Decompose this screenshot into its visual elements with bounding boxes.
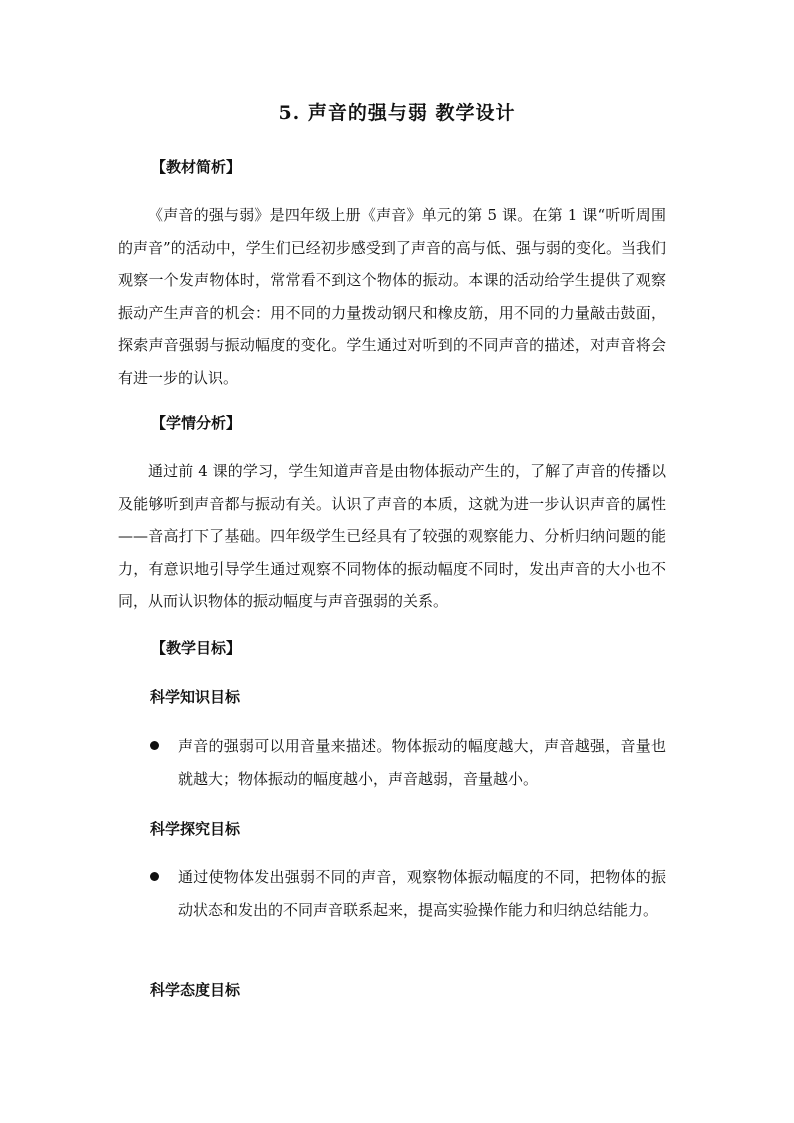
- subheading-knowledge-goal: 科学知识目标: [150, 688, 241, 706]
- section-heading-learner-analysis: 【学情分析】: [151, 414, 242, 432]
- bullet-icon: [150, 741, 159, 750]
- document-title: 5. 声音的强与弱 教学设计: [278, 102, 516, 124]
- paragraph-textbook-analysis: 《声音的强与弱》是四年级上册《声音》单元的第 5 课。在第 1 课“听听周围的声音”的活动中，学生们已经初步感受到了声音的高与低、强与弱的变化。当我们观察一个发声物体时，常常看不到这个物体的振动。本课的活动给学生提供了观察振动产生声音的机会：用不同的力量拨动钢尺和橡皮筋，用不同的力量敲击鼓面，探索声音强弱与振动幅度的变化。学生通过对听到的不同声音的描述，对声音将会有进一步的认识。: [118, 206, 666, 387]
- section-heading-teaching-goals: 【教学目标】: [151, 639, 242, 657]
- bullet-item-knowledge-goal: [150, 730, 666, 795]
- bullet-text: 通过使物体发出强弱不同的声音，观察物体振动幅度的不同，把物体的振动状态和发出的不同声音联系起来，提高实验操作能力和归纳总结能力。: [178, 868, 666, 919]
- section-heading-textbook-analysis: 【教材简析】: [151, 158, 242, 176]
- subheading-inquiry-goal: 科学探究目标: [150, 820, 241, 838]
- paragraph-learner-analysis: 通过前 4 课的学习，学生知道声音是由物体振动产生的，了解了声音的传播以及能够听到声音都与振动有关。认识了声音的本质，这就为进一步认识声音的属性——音高打下了基础。四年级学生已经具有了较强的观察能力、分析归纳问题的能力，有意识地引导学生通过观察不同物体的振动幅度不同时，发出声音的大小也不同，从而认识物体的振动幅度与声音强弱的关系。: [118, 462, 666, 611]
- bullet-item-inquiry-goal: [150, 861, 666, 926]
- subheading-attitude-goal: 科学态度目标: [150, 981, 241, 999]
- bullet-text: 声音的强弱可以用音量来描述。物体振动的幅度越大，声音越强，音量也就越大；物体振动的幅度越小，声音越弱，音量越小。: [178, 737, 666, 788]
- bullet-icon: [150, 872, 159, 881]
